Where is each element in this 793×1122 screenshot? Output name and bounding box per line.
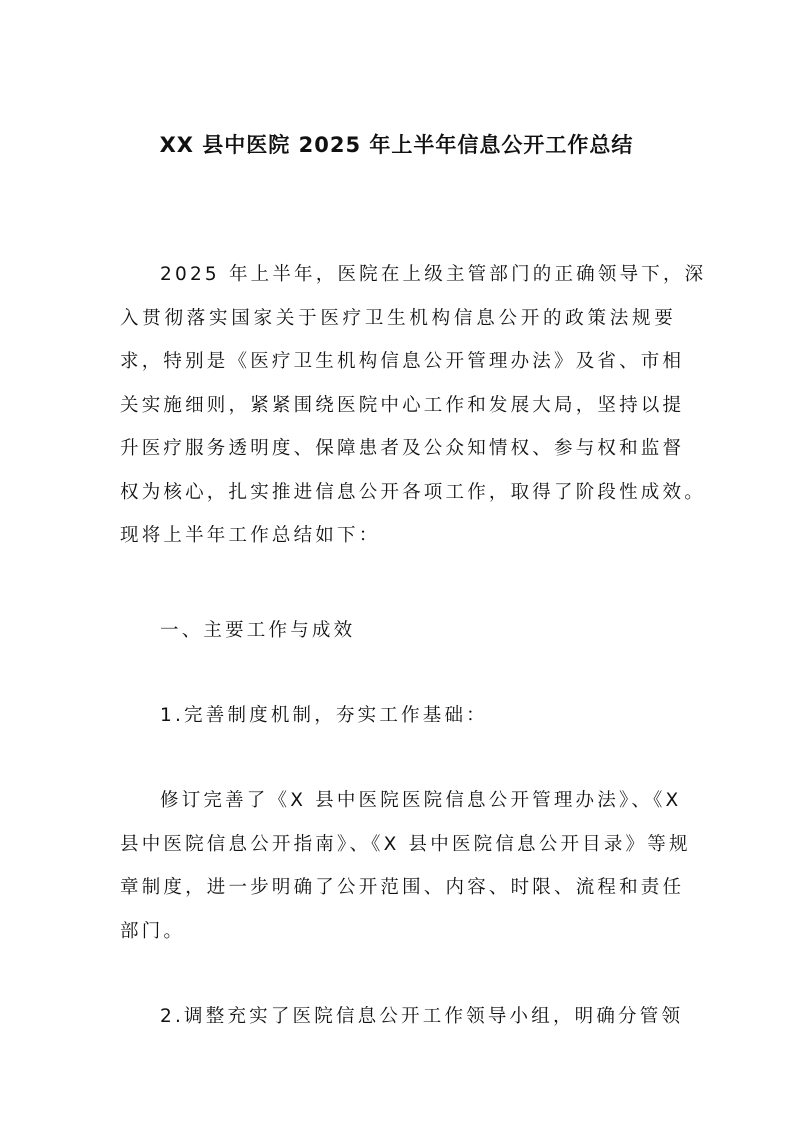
paragraph-line: 县中医院信息公开指南》、《X 县中医院信息公开目录》等规	[120, 833, 691, 855]
paragraph-line: 章制度，进一步明确了公开范围、内容、时限、流程和责任	[120, 877, 685, 898]
item-1-heading	[120, 694, 676, 738]
intro-paragraph	[120, 253, 707, 558]
paragraph-line: 权为核心，扎实推进信息公开各项工作，取得了阶段性成效。	[120, 481, 706, 503]
item-2-heading	[120, 995, 684, 1039]
paragraph-line: 2025 年上半年，医院在上级主管部门的正确领导下，深	[160, 264, 707, 285]
paragraph-line: 升医疗服务透明度、保障患者及公众知情权、参与权和监督	[120, 438, 685, 459]
section-heading-text: 一、主要工作与成效	[160, 620, 356, 641]
item-heading-text: 2.调整充实了医院信息公开工作领导小组，明确分管领	[160, 1006, 684, 1027]
paragraph-line: 现将上半年工作总结如下：	[120, 525, 381, 546]
paragraph-line: 修订完善了《X 县中医院医院信息公开管理办法》、《X	[160, 790, 682, 811]
section-heading	[120, 609, 676, 653]
item-1-paragraph	[120, 779, 691, 953]
paragraph-line: 入贯彻落实国家关于医疗卫生机构信息公开的政策法规要	[120, 307, 676, 329]
document-title: XX 县中医院 2025 年上半年信息公开工作总结	[159, 133, 634, 157]
paragraph-line: 关实施细则，紧紧围绕医院中心工作和发展大局，坚持以提	[120, 394, 685, 416]
paragraph-line: 求，特别是《医疗卫生机构信息公开管理办法》及省、市相	[120, 351, 685, 372]
paragraph-line: 部门。	[120, 920, 186, 942]
item-heading-text: 1.完善制度机制，夯实工作基础：	[160, 705, 488, 726]
